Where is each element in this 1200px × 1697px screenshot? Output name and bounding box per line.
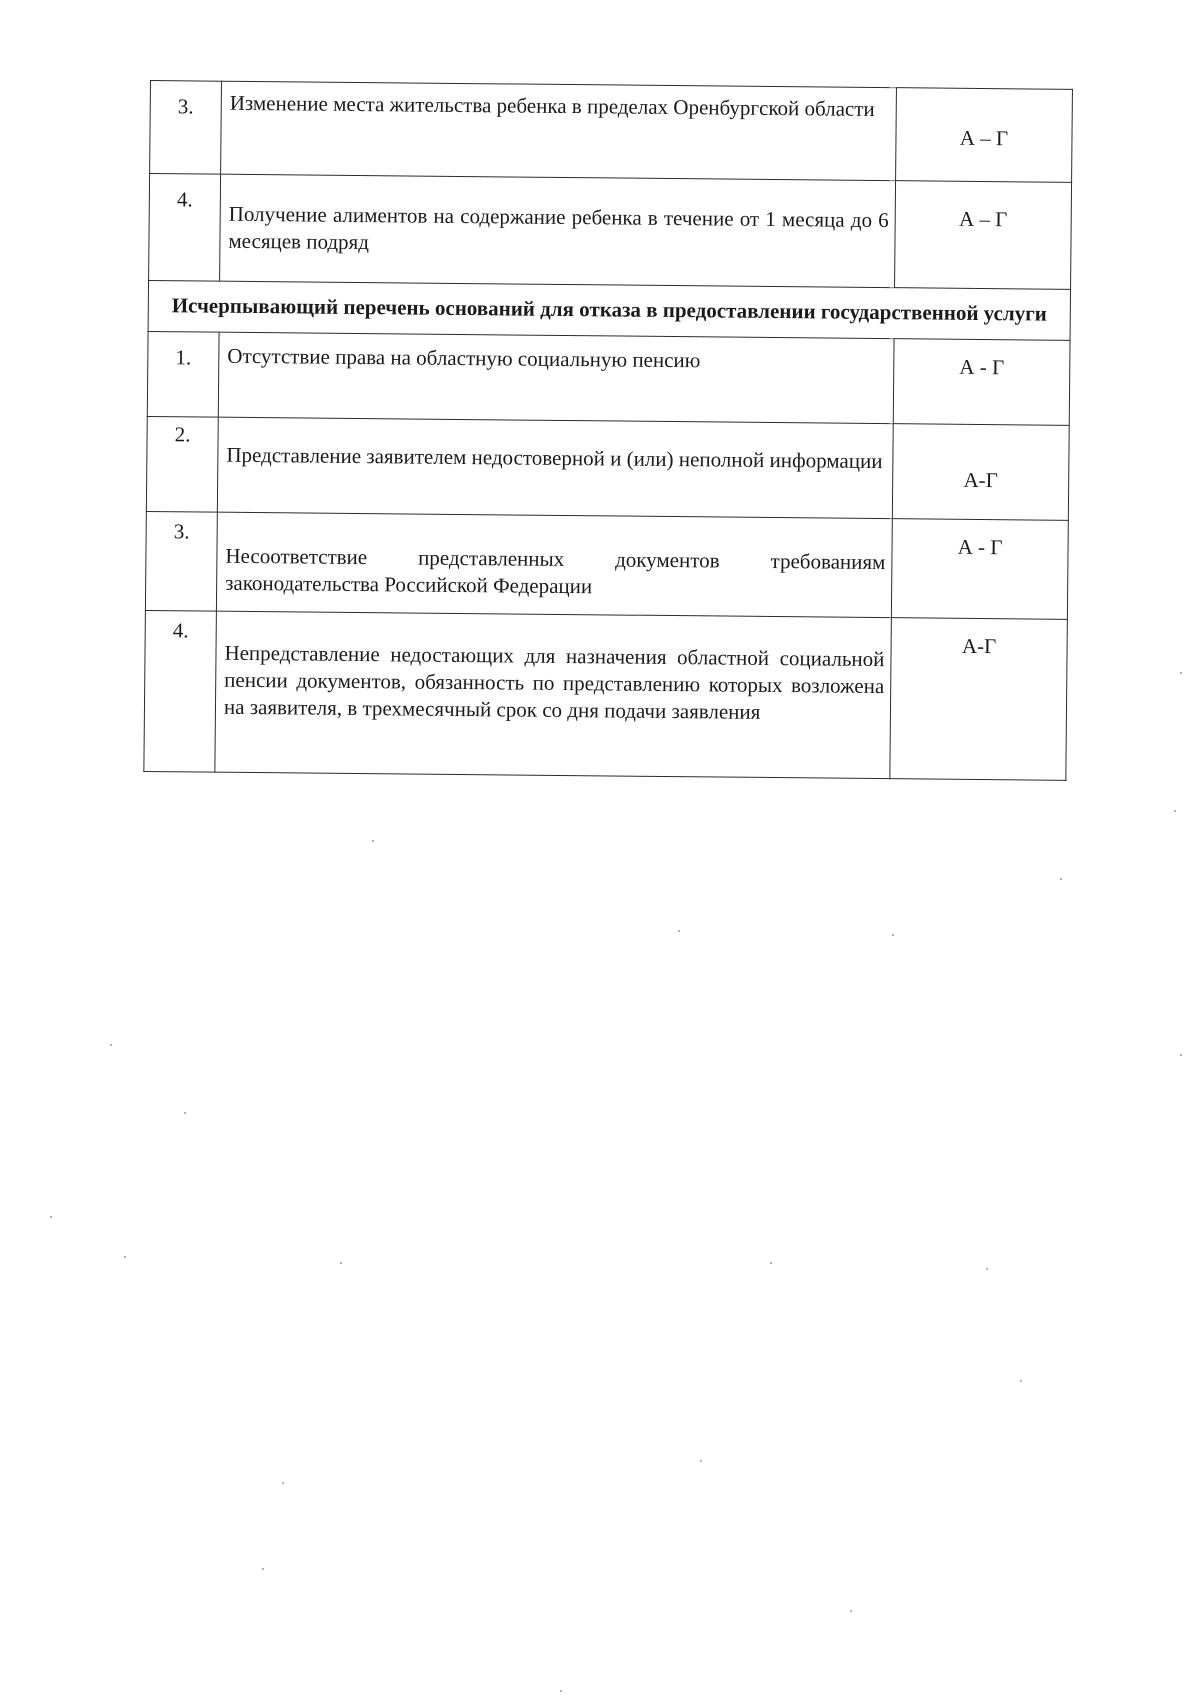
grounds-table	[143, 80, 1073, 781]
scan-speck	[1180, 1054, 1182, 1056]
table-row	[146, 416, 1069, 520]
scan-speck	[282, 1482, 284, 1484]
scan-speck	[850, 1610, 852, 1612]
scan-speck	[1060, 878, 1062, 880]
scan-speck	[892, 934, 894, 936]
scan-speck	[262, 1568, 264, 1570]
row-text: Представление заявителем недостоверной и (или) неполной информации	[217, 417, 893, 518]
scan-speck	[678, 930, 680, 932]
scan-speck	[560, 1690, 562, 1692]
row-number: 4.	[144, 610, 217, 772]
row-number: 2.	[146, 416, 218, 512]
row-code: А – Г	[896, 88, 1073, 183]
row-text: Непредставление недостающих для назначения областной социальной пенсии документов, обязанность по представлению которых возложена на заявителя, в трехмесячный срок со дня подачи заявления	[215, 611, 892, 778]
row-number: 4.	[149, 174, 221, 282]
row-code: А - Г	[891, 519, 1068, 620]
row-code: А - Г	[893, 339, 1070, 426]
scan-speck	[340, 1262, 342, 1264]
table-row	[145, 511, 1068, 619]
scan-speck	[770, 1262, 772, 1264]
row-code: А – Г	[895, 181, 1072, 290]
scan-speck	[124, 1256, 126, 1258]
table-row	[149, 174, 1072, 290]
scan-speck	[184, 1112, 186, 1114]
scan-speck	[110, 1044, 112, 1046]
row-text: Отсутствие права на областную социальную пенсию	[218, 332, 894, 423]
row-text: Изменение места жительства ребенка в пределах Оренбургской области	[221, 81, 897, 180]
row-number: 3.	[145, 511, 217, 611]
row-code: А-Г	[892, 424, 1069, 521]
table-row	[150, 81, 1073, 183]
scan-speck	[372, 840, 374, 842]
scan-speck	[50, 1216, 52, 1218]
scan-speck	[1180, 672, 1182, 674]
scan-speck	[1174, 810, 1176, 812]
scan-speck	[986, 1268, 988, 1270]
row-text: Получение алиментов на содержание ребенка в течение от 1 месяца до 6 месяцев подряд	[220, 174, 896, 287]
row-number: 1.	[147, 331, 219, 417]
scan-speck	[1020, 1380, 1022, 1382]
row-text: Несоответствие представленных документов требованиям законодательства Российской Федерации	[216, 512, 892, 617]
scan-speck	[700, 1460, 702, 1462]
table-row	[147, 331, 1070, 425]
row-code: А-Г	[890, 618, 1068, 781]
table-row	[144, 610, 1068, 780]
section-heading-row	[148, 280, 1070, 340]
row-number: 3.	[150, 81, 222, 175]
section-heading: Исчерпывающий перечень оснований для отказа в предоставлении государственной услуги	[148, 280, 1070, 340]
